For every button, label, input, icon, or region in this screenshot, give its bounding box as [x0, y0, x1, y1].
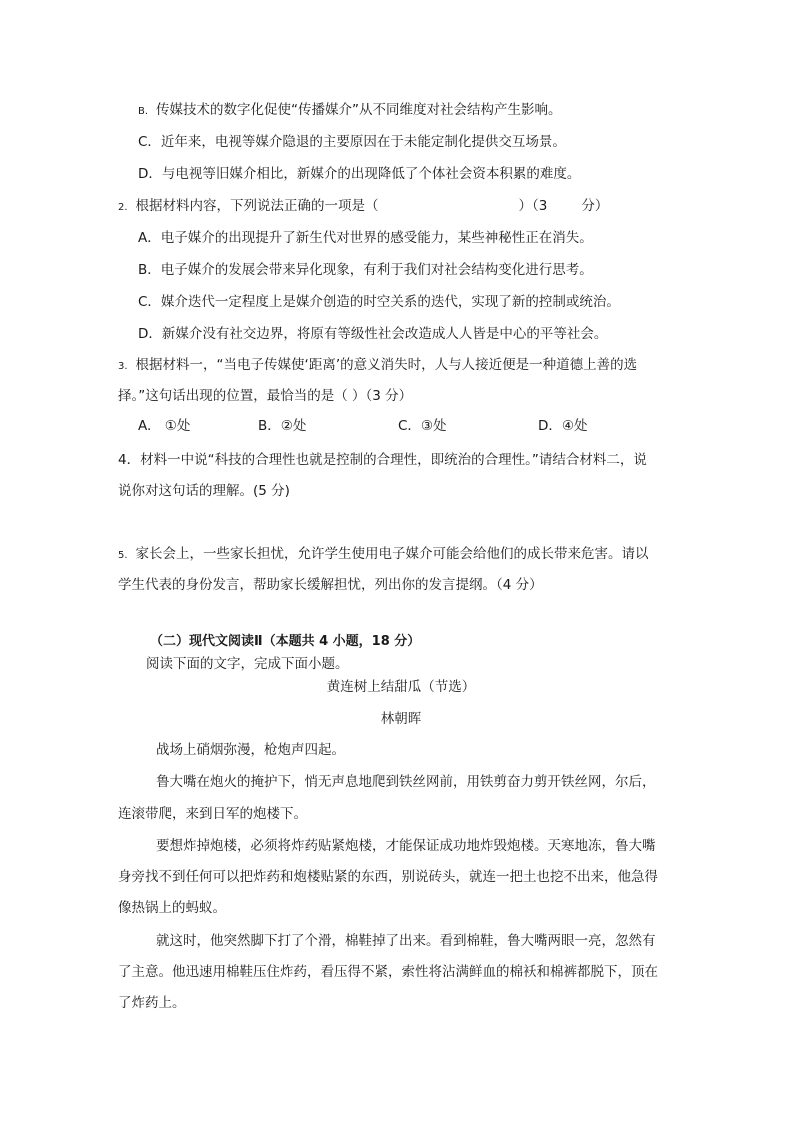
- q3-option-b: B．②处: [258, 418, 307, 434]
- q3-stem-line2: 择。”这句话出现的位置，最恰当的是（ ）（3 分）: [118, 388, 413, 404]
- q5-stem-line2: 学生代表的身份发言，帮助家长缓解担忧，列出你的发言提纲。（4 分）: [118, 577, 543, 593]
- passage-paragraph-4-line2: 了主意。他迅速用棉鞋压住炸药，看压得不紧，索性将沾满鲜血的棉袄和棉裤都脱下，顶在: [118, 964, 658, 980]
- question-text: 根据材料一，“当电子传媒使‘距离’的意义消失时，人与人接近便是一种道德上善的选: [135, 357, 638, 373]
- q2-option-b: B．电子媒介的发展会带来异化现象，有利于我们对社会结构变化进行思考。: [138, 262, 593, 278]
- section-heading: （二）现代文阅读Ⅱ（本题共 4 小题，18 分）: [150, 634, 421, 649]
- q3-option-d: D．④处: [538, 418, 588, 434]
- passage-paragraph-4-line1: 就这时，他突然脚下打了个滑，棉鞋掉了出来。看到棉鞋，鲁大嘴两眼一亮，忽然有: [156, 933, 656, 949]
- score-unit: 分）: [581, 198, 609, 214]
- option-text: 传媒技术的数字化促使“传播媒介”从不同维度对社会结构产生影响。: [156, 102, 562, 118]
- passage-paragraph-3-line2: 身旁找不到任何可以把炸药和炮楼贴紧的东西，别说砖头，就连一把土也挖不出来，他急得: [118, 869, 658, 885]
- passage-paragraph-3-line3: 像热锅上的蚂蚁。: [118, 900, 226, 916]
- passage-paragraph-1: 战场上硝烟弥漫，枪炮声四起。: [156, 742, 345, 758]
- q2-option-a: A．电子媒介的出现提升了新生代对世界的感受能力，某些神秘性正在消失。: [138, 230, 593, 246]
- q1-option-d: D．与电视等旧媒介相比，新媒介的出现降低了个体社会资本积累的难度。: [138, 166, 581, 182]
- q1-option-b: [138, 100, 562, 122]
- question-stem: 根据材料内容，下列说法正确的一项是（: [135, 198, 379, 214]
- passage-paragraph-3-line1: 要想炸掉炮楼，必须将炸药贴紧炮楼，才能保证成功地炸毁炮楼。天寒地冻，鲁大嘴: [156, 838, 656, 854]
- question-number: 5.: [118, 550, 128, 561]
- q4-stem-line2: 说你对这句话的理解。(5 分): [118, 483, 290, 499]
- passage-title: 黄连树上结甜瓜（节选）: [326, 679, 476, 695]
- q1-option-c: C．近年来，电视等媒介隐退的主要原因在于未能定制化提供交互场景。: [138, 134, 566, 150]
- passage-paragraph-2-line1: 鲁大嘴在炮火的掩护下，悄无声息地爬到铁丝网前，用铁剪奋力剪开铁丝网，尔后，: [156, 774, 656, 790]
- question-number: 2.: [118, 202, 128, 213]
- question-text: 家长会上，一些家长担忧，允许学生使用电子媒介可能会给他们的成长带来危害。请以: [135, 546, 649, 562]
- passage-paragraph-2-line2: 连滚带爬，来到日军的炮楼下。: [118, 806, 307, 822]
- passage-author: 林朝晖: [380, 711, 422, 727]
- q3-option-c: C．③处: [398, 418, 447, 434]
- q4-stem-line1: 4．材料一中说“科技的合理性也就是控制的合理性，即统治的合理性。”请结合材料二，说: [118, 452, 647, 468]
- q2-stem: [118, 196, 608, 218]
- q2-option-d: D．新媒介没有社交边界，将原有等级性社会改造成人人皆是中心的平等社会。: [138, 326, 608, 342]
- q5-stem-line1: [118, 544, 649, 566]
- q3-option-a: A. ①处: [138, 418, 191, 434]
- question-stem-end: ）（3: [518, 198, 548, 214]
- question-number: 3.: [118, 361, 128, 372]
- q2-option-c: C．媒介迭代一定程度上是媒介创造的时空关系的迭代，实现了新的控制或统治。: [138, 294, 620, 310]
- passage-paragraph-4-line3: 了炸药上。: [118, 995, 186, 1011]
- q3-stem-line1: [118, 355, 637, 377]
- option-letter: B.: [138, 106, 149, 117]
- section-instruction: 阅读下面的文字，完成下面小题。: [146, 656, 349, 672]
